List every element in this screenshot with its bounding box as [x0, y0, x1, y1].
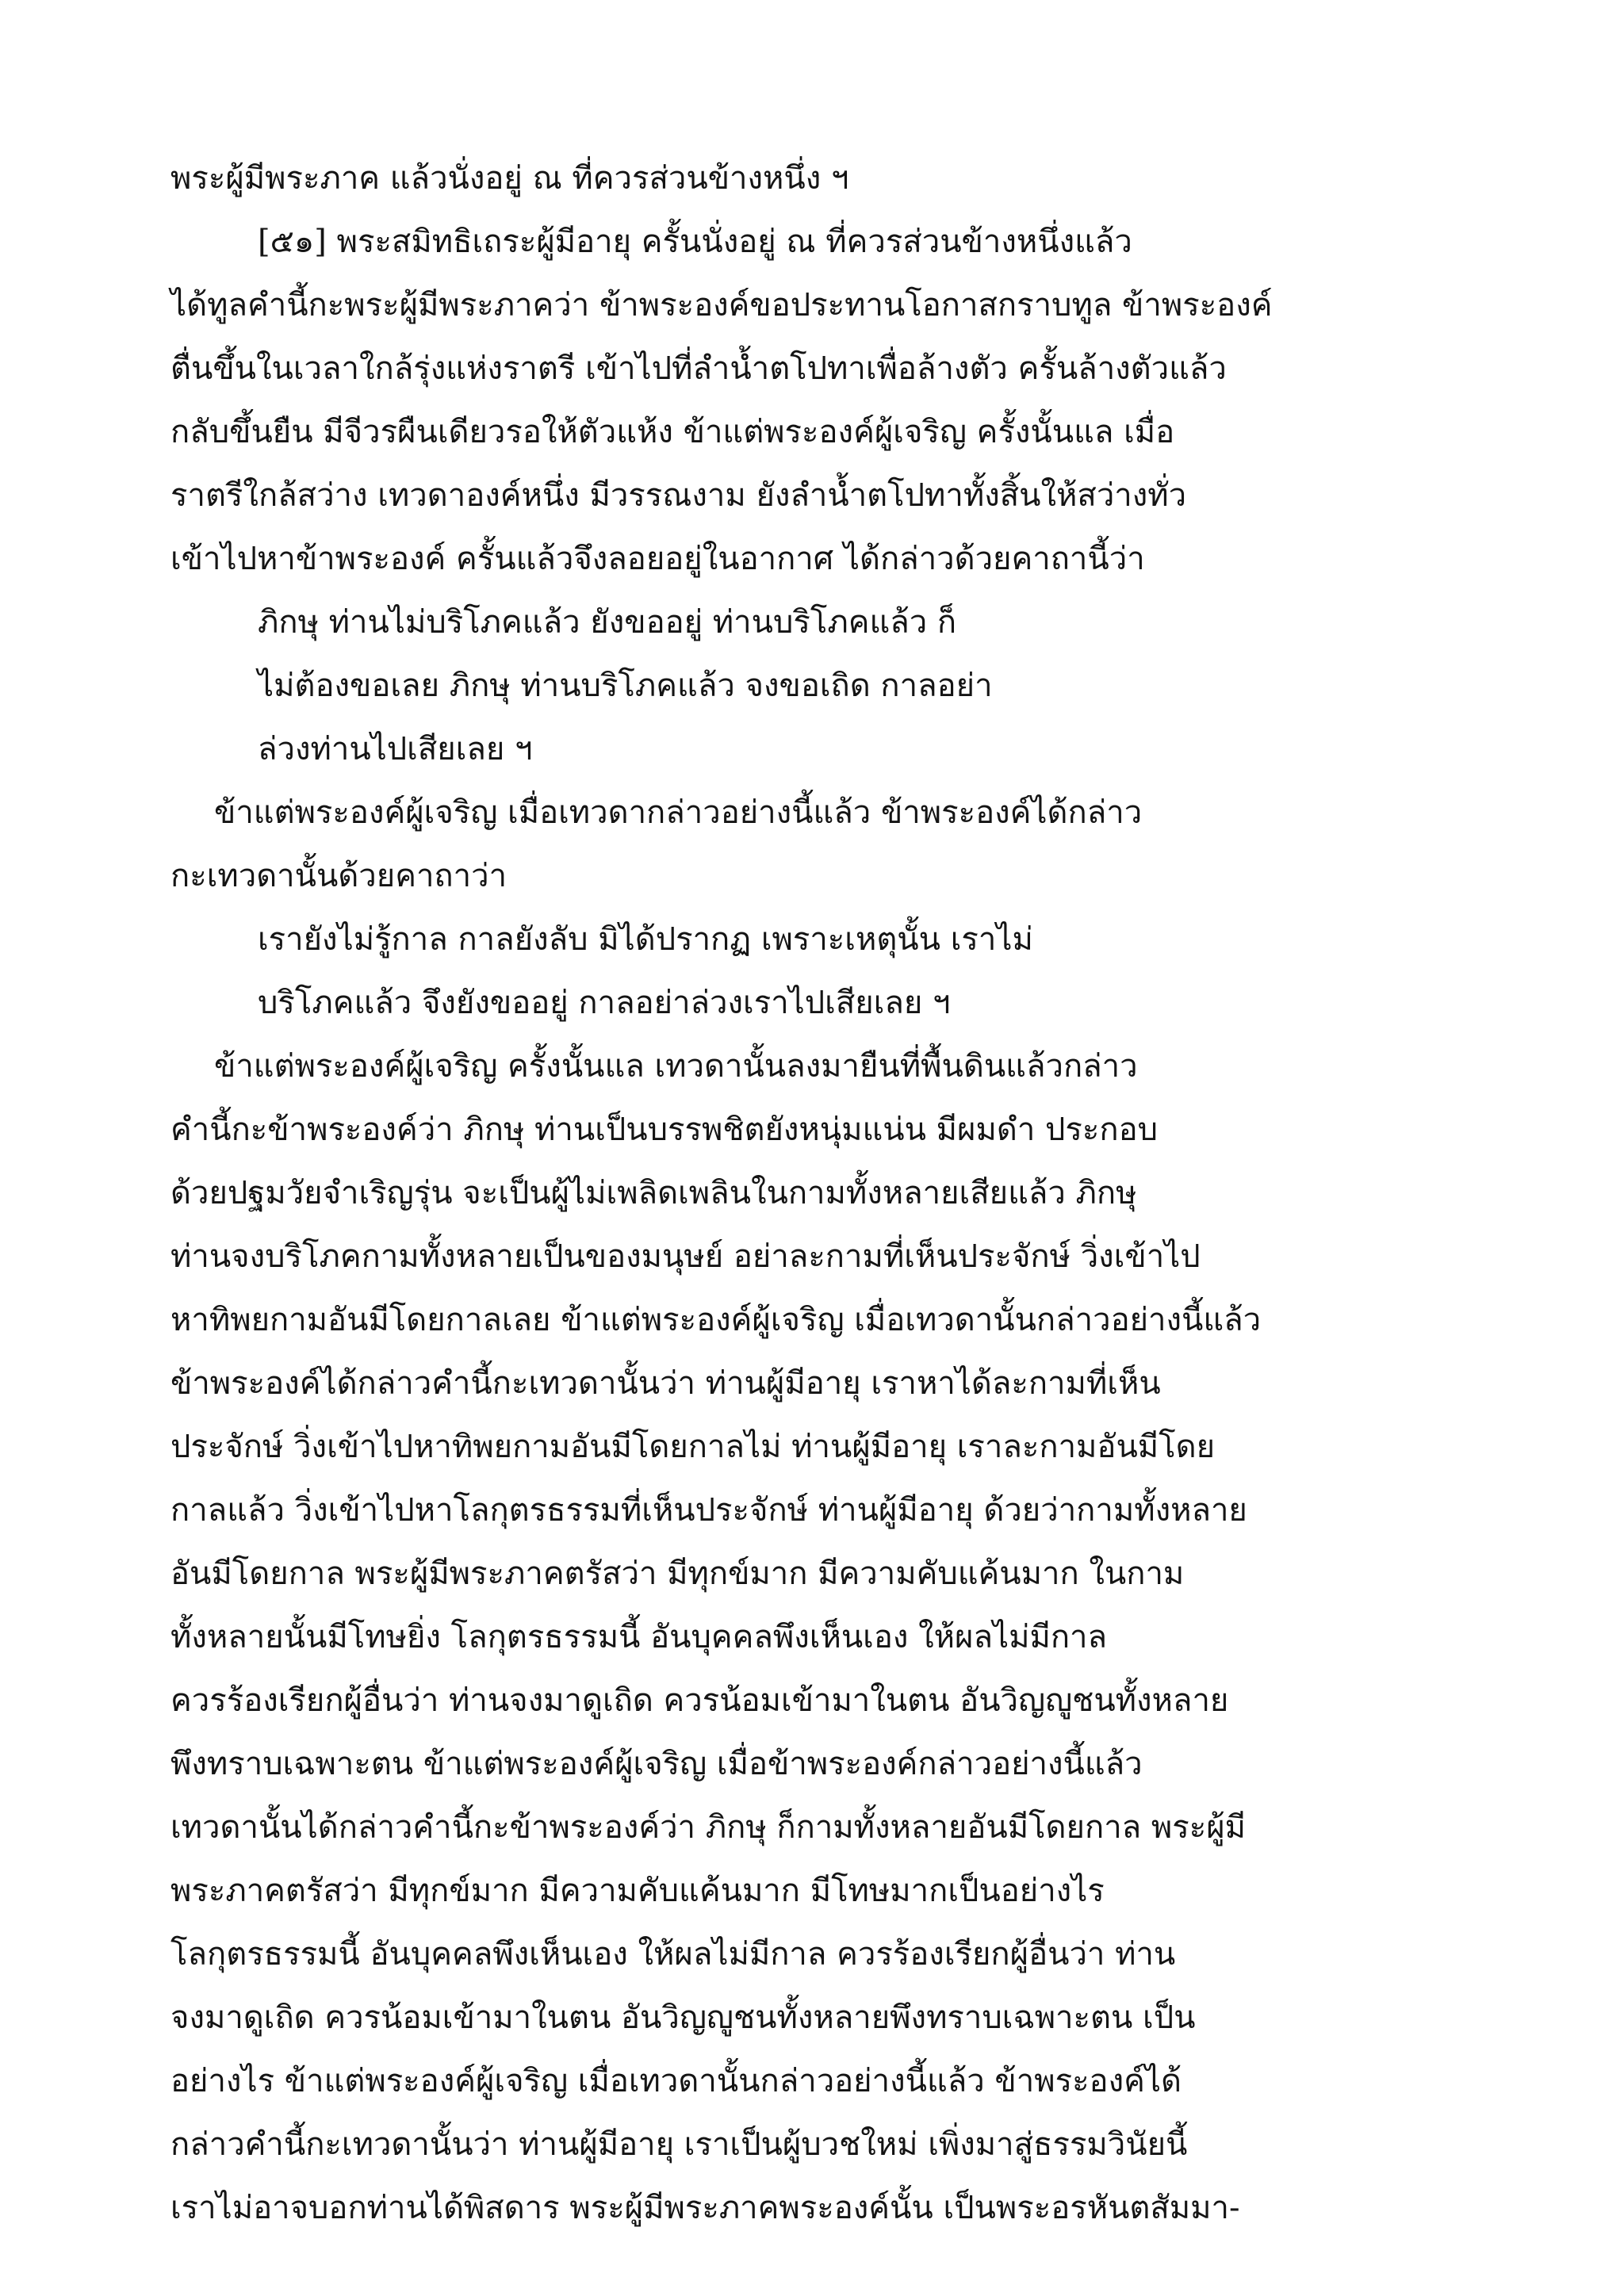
text-line: ตื่นขึ้นในเวลาใกล้รุ่งแห่งราตรี เข้าไปที่ลำน้ำตโปทาเพื่อล้างตัว ครั้นล้างตัวแล้ว: [170, 350, 1227, 387]
text-line: เราไม่อาจบอกท่านได้พิสดาร พระผู้มีพระภาคพระองค์นั้น เป็นพระอรหันตสัมมา-: [170, 2190, 1240, 2226]
verse-line: บริโภคแล้ว จึงยังขออยู่ กาลอย่าล่วงเราไปเสียเลย ฯ: [258, 985, 951, 1021]
verse-line: ภิกษุ ท่านไม่บริโภคแล้ว ยังขออยู่ ท่านบริโภคแล้ว ก็: [258, 604, 957, 641]
text-line: อย่างไร ข้าแต่พระองค์ผู้เจริญ เมื่อเทวดานั้นกล่าวอย่างนี้แล้ว ข้าพระองค์ได้: [170, 2063, 1182, 2099]
text-line: พระภาคตรัสว่า มีทุกข์มาก มีความคับแค้นมาก มีโทษมากเป็นอย่างไร: [170, 1873, 1105, 1909]
text-line: ประจักษ์ วิ่งเข้าไปหาทิพยกามอันมีโดยกาลไม่ ท่านผู้มีอายุ เราละกามอันมีโดย: [170, 1429, 1216, 1465]
paragraph-start: ข้าแต่พระองค์ผู้เจริญ เมื่อเทวดากล่าวอย่างนี้แล้ว ข้าพระองค์ได้กล่าว: [214, 794, 1143, 831]
text-line: หาทิพยกามอันมีโดยกาลเลย ข้าแต่พระองค์ผู้เจริญ เมื่อเทวดานั้นกล่าวอย่างนี้แล้ว: [170, 1302, 1262, 1338]
text-line: โลกุตรธรรมนี้ อันบุคคลพึงเห็นเอง ให้ผลไม่มีกาล ควรร้องเรียกผู้อื่นว่า ท่าน: [170, 1936, 1176, 1973]
verse-line: ไม่ต้องขอเลย ภิกษุ ท่านบริโภคแล้ว จงขอเถิด กาลอย่า: [258, 668, 993, 704]
text-line: อันมีโดยกาล พระผู้มีพระภาคตรัสว่า มีทุกข์มาก มีความคับแค้นมาก ในกาม: [170, 1556, 1185, 1592]
text-line: คำนี้กะข้าพระองค์ว่า ภิกษุ ท่านเป็นบรรพชิตยังหนุ่มแน่น มีผมดำ ประกอบ: [170, 1112, 1158, 1148]
text-line: พระผู้มีพระภาค แล้วนั่งอยู่ ณ ที่ควรส่วนข้างหนึ่ง ฯ: [170, 160, 849, 197]
paragraph-51-start: [๕๑] พระสมิทธิเถระผู้มีอายุ ครั้นนั่งอยู่ ณ ที่ควรส่วนข้างหนึ่งแล้ว: [258, 224, 1132, 260]
text-line: เข้าไปหาข้าพระองค์ ครั้นแล้วจึงลอยอยู่ในอากาศ ได้กล่าวด้วยคาถานี้ว่า: [170, 541, 1145, 577]
text-line: ทั้งหลายนั้นมีโทษยิ่ง โลกุตรธรรมนี้ อันบุคคลพึงเห็นเอง ให้ผลไม่มีกาล: [170, 1619, 1108, 1655]
text-line: ควรร้องเรียกผู้อื่นว่า ท่านจงมาดูเถิด ควรน้อมเข้ามาในตน อันวิญญูชนทั้งหลาย: [170, 1682, 1229, 1719]
verse-line: ล่วงท่านไปเสียเลย ฯ: [258, 731, 533, 767]
text-line: ด้วยปฐมวัยจำเริญรุ่น จะเป็นผู้ไม่เพลิดเพลินในกามทั้งหลายเสียแล้ว ภิกษุ: [170, 1175, 1137, 1211]
text-line: กล่าวคำนี้กะเทวดานั้นว่า ท่านผู้มีอายุ เราเป็นผู้บวชใหม่ เพิ่งมาสู่ธรรมวินัยนี้: [170, 2126, 1188, 2163]
paragraph-start: ข้าแต่พระองค์ผู้เจริญ ครั้งนั้นแล เทวดานั้นลงมายืนที่พื้นดินแล้วกล่าว: [214, 1048, 1138, 1085]
text-line: ข้าพระองค์ได้กล่าวคำนี้กะเทวดานั้นว่า ท่านผู้มีอายุ เราหาได้ละกามที่เห็น: [170, 1365, 1161, 1402]
text-line: ได้ทูลคำนี้กะพระผู้มีพระภาคว่า ข้าพระองค์ขอประทานโอกาสกราบทูล ข้าพระองค์: [170, 287, 1273, 323]
text-line: ราตรีใกล้สว่าง เทวดาองค์หนึ่ง มีวรรณงาม ยังลำน้ำตโปทาทั้งสิ้นให้สว่างทั่ว: [170, 477, 1187, 514]
text-line: จงมาดูเถิด ควรน้อมเข้ามาในตน อันวิญญูชนทั้งหลายพึงทราบเฉพาะตน เป็น: [170, 1999, 1196, 2036]
verse-line: เรายังไม่รู้กาล กาลยังลับ มิได้ปรากฏ เพราะเหตุนั้น เราไม่: [258, 921, 1033, 958]
text-line: พึงทราบเฉพาะตน ข้าแต่พระองค์ผู้เจริญ เมื่อข้าพระองค์กล่าวอย่างนี้แล้ว: [170, 1746, 1143, 1782]
text-line: เทวดานั้นได้กล่าวคำนี้กะข้าพระองค์ว่า ภิกษุ ก็กามทั้งหลายอันมีโดยกาล พระผู้มี: [170, 1809, 1247, 1846]
text-line: กลับขึ้นยืน มีจีวรผืนเดียวรอให้ตัวแห้ง ข้าแต่พระองค์ผู้เจริญ ครั้งนั้นแล เมื่อ: [170, 414, 1175, 450]
text-line: ท่านจงบริโภคกามทั้งหลายเป็นของมนุษย์ อย่าละกามที่เห็นประจักษ์ วิ่งเข้าไป: [170, 1238, 1201, 1275]
text-line: กะเทวดานั้นด้วยคาถาว่า: [170, 858, 508, 894]
text-line: กาลแล้ว วิ่งเข้าไปหาโลกุตรธรรมที่เห็นประจักษ์ ท่านผู้มีอายุ ด้วยว่ากามทั้งหลาย: [170, 1492, 1247, 1529]
